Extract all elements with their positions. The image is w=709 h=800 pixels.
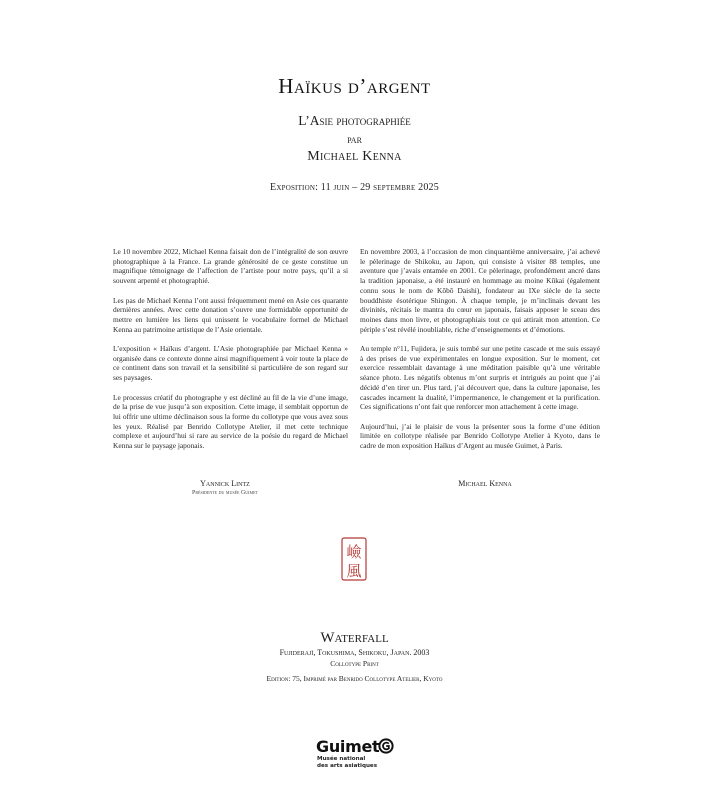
- paragraph: Le 10 novembre 2022, Michael Kenna faisait don de l’intégralité de son œuvre photographique à la France. La grande générosité de ce geste constitue un magnifique témoignage de l’affection de l’artiste pour notre pays, qu’il a si souvent arpenté et photographié.: [113, 247, 348, 286]
- seal-char-2: 風: [346, 562, 362, 580]
- logo-subtitle-line-1: Musée national: [317, 756, 366, 762]
- right-column-text: [360, 247, 600, 460]
- paragraph: Au temple n°11, Fujidera, je suis tombé sur une petite cascade et me suis essayé à des prises de vue expérimentales en longue exposition. Sur le moment, cet exercice ressemblait davantage à une méditation paisible qu’à une véritable séance photo. Les négatifs obtenus m’ont surpris et intrigués au point que j’ai décidé d’en tirer un. Plus tard, j’ai découvert que, dans la culture japonaise, les cascades incarnent la dualité, l’impermanence, le changement et la purification. Ces significations n’ont fait que renforcer mon attachement à cette image.: [360, 344, 600, 412]
- paragraph: Le processus créatif du photographe y est décliné au fil de la vie d’une image, de la prise de vue jusqu’à son exposition. Cette image, il semblait opportun de lui offrir une ultime déclinaison sous la forme du collotype que vous avez sous les yeux. Réalisé par Benrido Collotype Atelier, il met cette technique complexe et aujourd’hui si rare au service de la poésie du regard de Michael Kenna sur le paysage japonais.: [113, 392, 348, 451]
- left-column-text: [113, 247, 348, 460]
- seal-char-1: 嶮: [346, 543, 362, 561]
- paragraph: Les pas de Michael Kenna l’ont aussi fréquemment mené en Asie ces quarante dernières années. Avec cette donation s’ouvre une formidable opportunité de mettre en lumière les liens qui unissent le vocabulaire formel de Michael Kenna au patrimoine artistique de l’Asie orientale.: [113, 295, 348, 334]
- paragraph: En novembre 2003, à l’occasion de mon cinquantième anniversaire, j’ai achevé le pèlerinage de Shikoku, au Japon, qui consiste à visiter 88 temples, une aventure que j’avais entamée en 2001. Ce pèlerinage, profondément ancré dans la tradition japonaise, a été instauré en hommage au moine Kūkai (également connu sous le nom de Kōbō Daishi), fondateur au IXe siècle de la secte bouddhiste ésotérique Shingon. À chaque temple, je m’inclinais devant les divinités, récitais le mantra du cœur en japonais, faisais apposer le sceau des moines dans mon livre, et photographiais tout ce qui attirait mon attention. Ce périple s’est révélé inoubliable, riche d’enseignements et d’émotions.: [360, 247, 600, 334]
- paragraph: L’exposition « Haïkus d’argent. L’Asie photographiée par Michael Kenna » organisée dans ce contexte donne ainsi magnifiquement à voir toute la place de ce continent dans son travail et la sensibilité si particulière de son regard sur ses paysages.: [113, 344, 348, 383]
- page-title: Haïkus d’argent: [278, 74, 431, 98]
- artwork-edition: Edition: 75, Imprimé par Benrido Collotype Atelier, Kyoto: [266, 674, 443, 683]
- guimet-emblem-icon: [378, 738, 394, 754]
- subtitle: L’Asie photographiée: [298, 113, 411, 128]
- artist-name: Michael Kenna: [307, 149, 402, 164]
- guimet-logo: [316, 737, 396, 777]
- logo-wordmark: Guimet: [316, 737, 380, 756]
- paragraph: Aujourd’hui, j’ai le plaisir de vous la présenter sous la forme d’une édition limitée en collotype réalisée par Benrido Collotype Atelier à Kyoto, dans le cadre de mon exposition Haïkus d’Argent au musée Guimet, à Paris.: [360, 421, 600, 451]
- signature-role-left: Présidente du musée Guimet: [192, 490, 258, 496]
- exhibition-dates: Exposition: 11 juin – 29 septembre 2025: [270, 182, 439, 193]
- seal-stamp-icon: [341, 537, 367, 581]
- artwork-medium: Collotype Print: [330, 659, 379, 668]
- signature-name-left: Yannick Lintz: [200, 479, 250, 488]
- logo-subtitle-line-2: des arts asiatiques: [317, 762, 378, 769]
- signature-name-right: Michael Kenna: [458, 479, 512, 488]
- by-label: par: [347, 134, 362, 146]
- artwork-title: Waterfall: [320, 630, 389, 646]
- artwork-location: Fujiderajī, Tokushima, Shikoku, Japan. 2003: [279, 648, 430, 657]
